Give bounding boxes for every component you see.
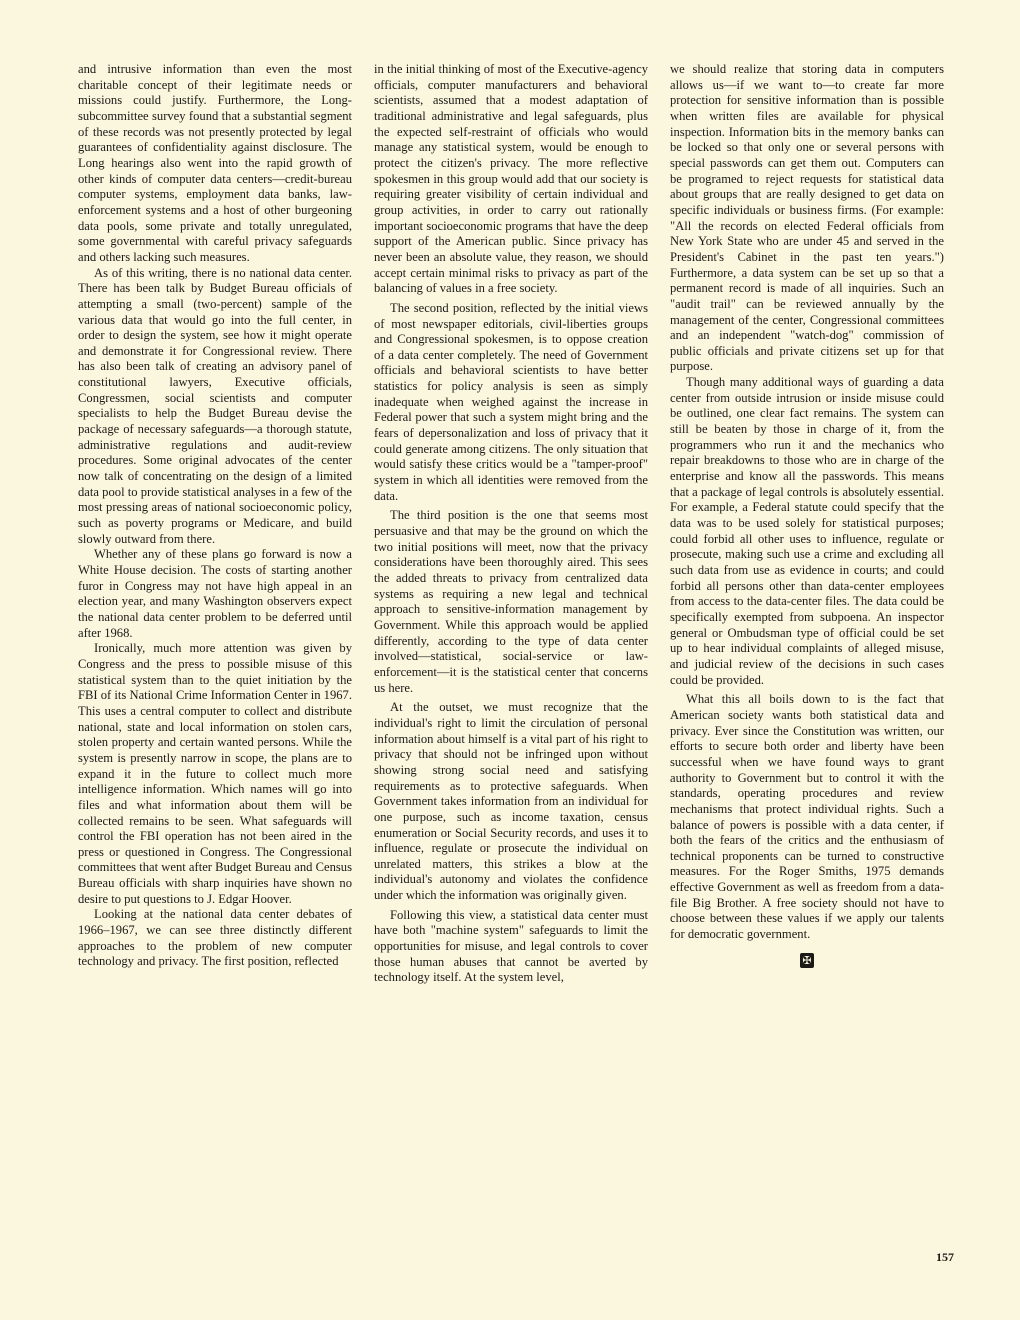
paragraph: Looking at the national data center debates of 1966–1967, we can see three distinctly different approaches to the problem of new computer technology and privacy. The first position, reflected xyxy=(78,907,352,969)
paragraph: Following this view, a statistical data center must have both "machine system" safeguards to limit the opportunities for misuse, and legal controls to cover those human abuses that cannot be averted by technology itself. At the system level, xyxy=(374,907,648,985)
paragraph: The second position, reflected by the initial views of most newspaper editorials, civil-liberties groups and Congressional spokesmen, is to oppose creation of a data center completely. The need of Government officials and behavioral scientists to have better statistics for policy analysis is seen as simply inadequate when weighed against the increase in Federal power that such a system might bring and the fears of depersonalization and loss of privacy that it could generate among citizens. The only situation that would satisfy these critics would be a "tamper-proof" system in which all identities were removed from the data. xyxy=(374,300,648,503)
end-mark-row xyxy=(670,953,944,969)
paragraph: and intrusive information than even the most charitable concept of their legitimate needs or missions could justify. Furthermore, the Long-subcommittee survey found that a substantial segment of these records was not presently protected by legal guarantees of confidentiality against disclosure. The Long hearings also went into the rapid growth of other kinds of computer data centers—credit-bureau computer systems, employment data banks, law-enforcement systems and a host of other burgeoning data pools, some private and totally unregulated, some governmental with careful privacy safeguards and others lacking such measures. xyxy=(78,62,352,264)
page-number: 157 xyxy=(936,1250,954,1264)
paragraph: Ironically, much more attention was given by Congress and the press to possible misuse of this statistical system than to the quiet initiation by the FBI of its National Crime Information Center in 1967. This uses a central computer to collect and distribute national, state and local information on stolen cars, stolen property and certain wanted persons. While the system is presently narrow in scope, the plans are to expand it in the future to collect much more intelligence information. Which names will go into files and what information about them will be collected remains to be seen. What safeguards will control the FBI operation has not been aired in the press or questioned in Congress. The Congressional committees that went after Budget Bureau and Census Bureau officials with sharp inquiries have shown no desire to put questions to J. Edgar Hoover. xyxy=(78,641,352,906)
paragraph: What this all boils down to is the fact that American society wants both statistical data and privacy. Ever since the Constitution was written, our efforts to secure both order and liberty have been successful when we have found ways to grant authority to Government but to control it with the standards, operating procedures and review mechanisms that protect individual rights. Such a balance of powers is possible with a data center, if both the fears of the critics and the enthusiasm of technical proponents can be turned to constructive measures. For the Roger Smiths, 1975 demands effective Government as well as freedom from a data-file Big Brother. A free society should not have to choose between these values if we apply our talents for democratic government. xyxy=(670,692,944,942)
paragraph: As of this writing, there is no national data center. There has been talk by Budget Bureau officials of attempting a small (two-percent) sample of the various data that would go into the full center, in order to design the system, see how it might operate and demonstrate it for Congressional review. There has also been talk of creating an advisory panel of constitutional lawyers, Executive officials, Congressmen, social scientists and computer specialists to help the Budget Bureau devise the package of necessary safeguards—a thorough statute, administrative regulations and audit-review procedures. Some original advocates of the center now talk of concentrating on the design of a limited data pool to provide statistical analyses in a few of the most pressing areas of national socioeconomic policy, such as poverty programs or Medicare, and build slowly outward from there. xyxy=(78,265,352,546)
paragraph: Whether any of these plans go forward is now a White House decision. The costs of starting another furor in Congress may not have high appeal in an election year, and many Washington observers expect the national data center problem to be deferred until after 1968. xyxy=(78,547,352,640)
rabbit-logo-icon: ✠ xyxy=(800,953,814,968)
text-column-1 xyxy=(78,62,352,1262)
paragraph: Though many additional ways of guarding a data center from outside intrusion or inside misuse could be outlined, one clear fact remains. The system can still be beaten by those in charge of it, from the programmers who run it and the mechanics who repair breakdowns to those who are in charge of the enterprise and know all the passwords. This means that a package of legal controls is absolutely essential. For example, a Federal statute could specify that the data was to be used solely for statistical purposes; could forbid all other uses to influence, regulate or prosecute, making such use a crime and excluding all such data from use as evidence in courts; and could forbid all persons other than data-center employees from access to the data-center files. The data could be specifically exempted from subpoena. An inspector general or Ombudsman type of official could be set up to hear individual complaints of alleged misuse, and judicial review of the decisions in such cases could be provided. xyxy=(670,375,944,687)
paragraph: At the outset, we must recognize that the individual's right to limit the circulation of personal information about himself is a vital part of his right to privacy that should not be infringed upon without showing strong social need and satisfying requirements as to protective safeguards. When Government takes information from an individual for one purpose, such as income taxation, census enumeration or Social Security records, and uses it to influence, regulate or prosecute the individual on unrelated matters, this strikes a blow at the individual's autonomy and violates the confidence under which the information was originally given. xyxy=(374,700,648,903)
paragraph: we should realize that storing data in computers allows us—if we want to—to create far more protection for sensitive information than is possible when written files are available for physical inspection. Information bits in the memory banks can be locked so that only one or several persons with special passwords can get them out. Computers can be programed to reject requests for statistical data about groups that are really designed to get data on specific individuals or business firms. (For example: "All the records on elected Federal officials from New York State who are under 45 and served in the President's Cabinet in the past ten years.") Furthermore, a data system can be set up so that a permanent record is made of all inquiries. Such an "audit trail" can be reviewed annually by the management of the center, Congressional committees and an independent "watch-dog" commission of public officials and private citizens set up for that purpose. xyxy=(670,62,944,374)
text-column-3 xyxy=(670,62,944,1262)
text-column-2 xyxy=(374,62,648,1262)
paragraph: in the initial thinking of most of the Executive-agency officials, computer manufacturers and behavioral scientists, assumed that a modest adaptation of traditional administrative and legal safeguards, plus the expected self-restraint of officials who would manage any statistical system, would be enough to protect the citizen's privacy. The more reflective spokesmen in this group would add that our society is requiring greater visibility of certain individual and group activities, in order to carry out rationally important socioeconomic programs that have the deep support of the American public. Since privacy has never been an absolute value, they reason, we should accept certain minimal risks to privacy as part of the balancing of values in a free society. xyxy=(374,62,648,296)
article-body xyxy=(78,62,946,1262)
paragraph: The third position is the one that seems most persuasive and that may be the ground on which the two initial positions will meet, now that the privacy considerations have been thoroughly aired. This sees the added threats to privacy from centralized data systems as requiring a new legal and technical approach to sensitive-information management by Government. While this approach would be applied differently, according to the type of data center involved—statistical, social-service or law-enforcement—it is the statistical center that concerns us here. xyxy=(374,508,648,695)
